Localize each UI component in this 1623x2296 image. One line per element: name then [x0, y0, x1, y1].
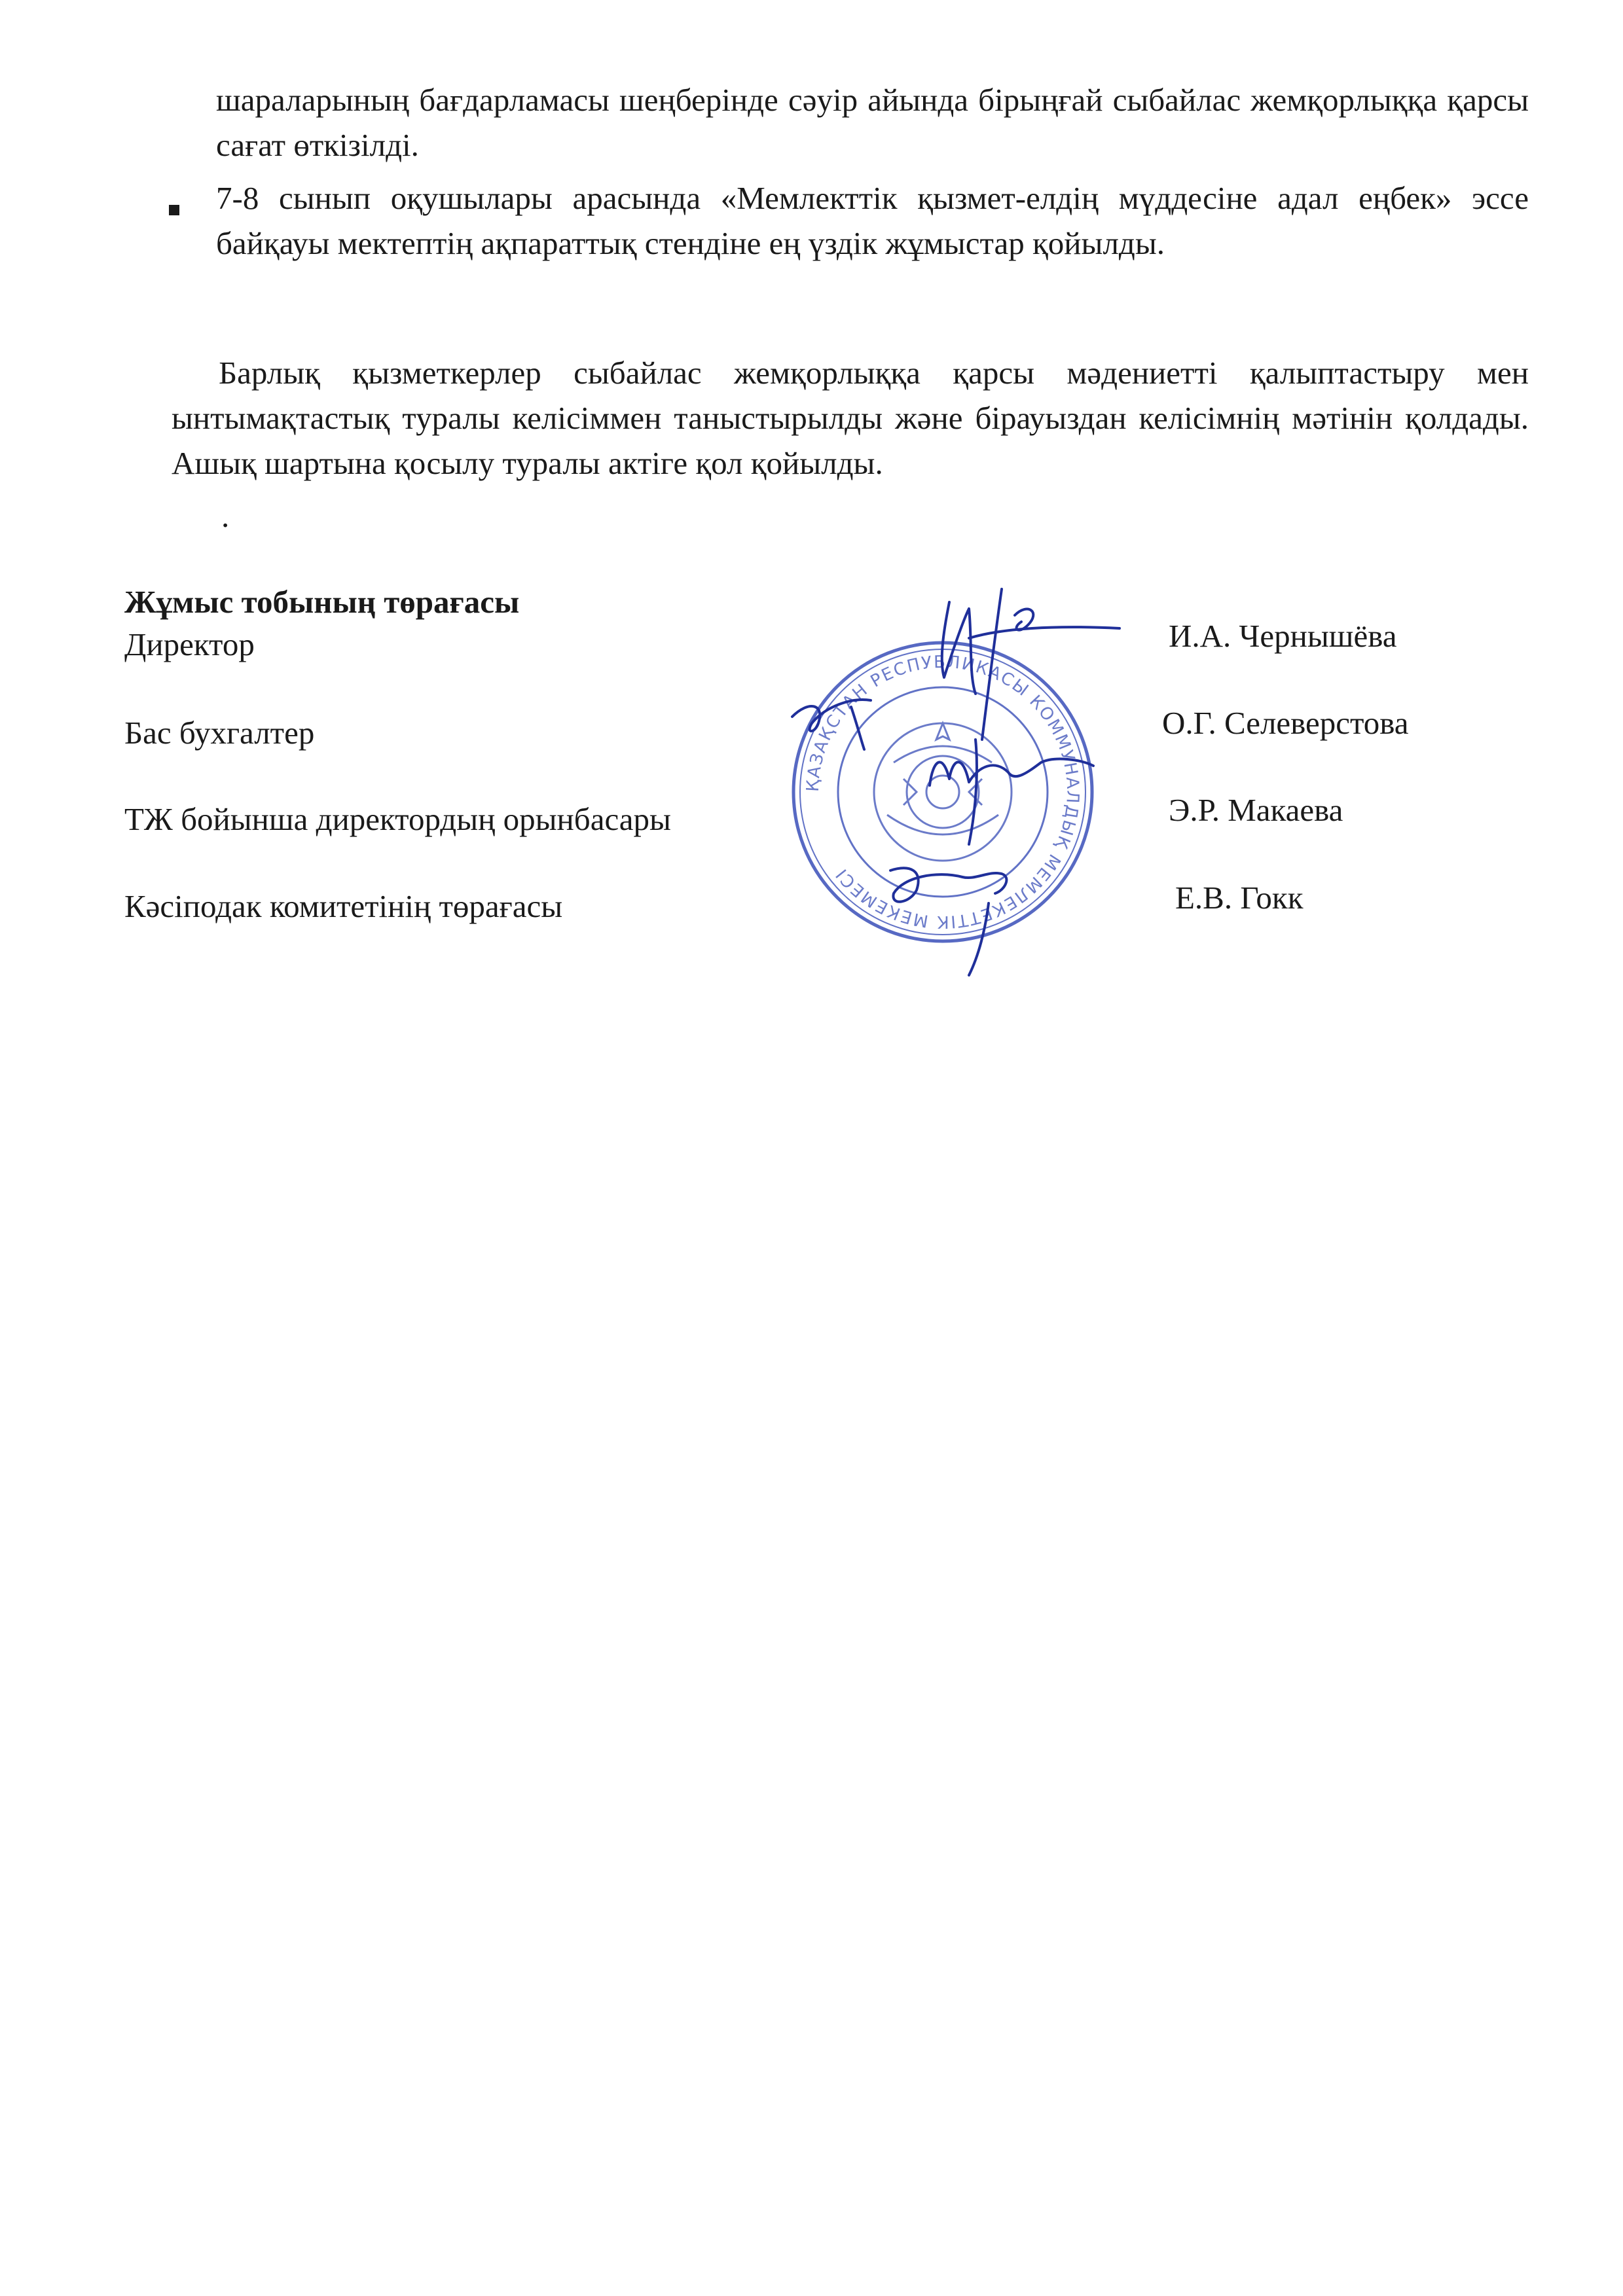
handwritten-signatures [753, 563, 1146, 982]
summary-paragraph: Барлық қызметкерлер сыбайлас жемқорлыққа қарсы мәдениетті қалыптастыру мен ынтымақтастық туралы келісіммен таныстырылды және бірауыздан келісімнің мәтінін қолдады. Ашық шартына қосылу туралы актіге қол қойылды. [172, 355, 1529, 481]
name-director: И.А. Чернышёва [1169, 618, 1397, 654]
name-chief-accountant: О.Г. Селеверстова [1162, 705, 1409, 741]
stamp-outer-text: ҚАЗАҚСТАН РЕСПУБЛИКАСЫ КОММУНАЛДЫҚ МЕМЛЕКЕТТІК МЕКЕМЕСІ [803, 652, 1083, 932]
continuation-paragraph: шараларының бағдарламасы шеңберінде сәуір айында бірыңғай сыбайлас жемқорлыққа қарсы сағат өткізілді. [216, 82, 1529, 163]
role-deputy-director: ТЖ бойынша директордың орынбасары [124, 801, 671, 837]
name-deputy-director: Э.Р. Макаева [1169, 792, 1343, 828]
stray-dot: . [221, 498, 230, 534]
working-group-heading: Жұмыс тобының төрағасы [124, 584, 520, 620]
role-director: Директор [124, 626, 255, 662]
role-trade-union-chair: Кәсіподак комитетінің төрағасы [124, 888, 563, 924]
role-chief-accountant: Бас бухгалтер [124, 715, 315, 751]
bullet-marker [169, 205, 179, 215]
name-trade-union-chair: Е.В. Гокк [1175, 880, 1304, 916]
bullet-item-essay-contest: 7-8 сынып оқушылары арасында «Мемлекттік қызмет-елдің мүддесіне адал еңбек» эссе байқауы мектептің ақпараттық стендіне ең үздік жұмыстар қойылды. [216, 180, 1529, 261]
